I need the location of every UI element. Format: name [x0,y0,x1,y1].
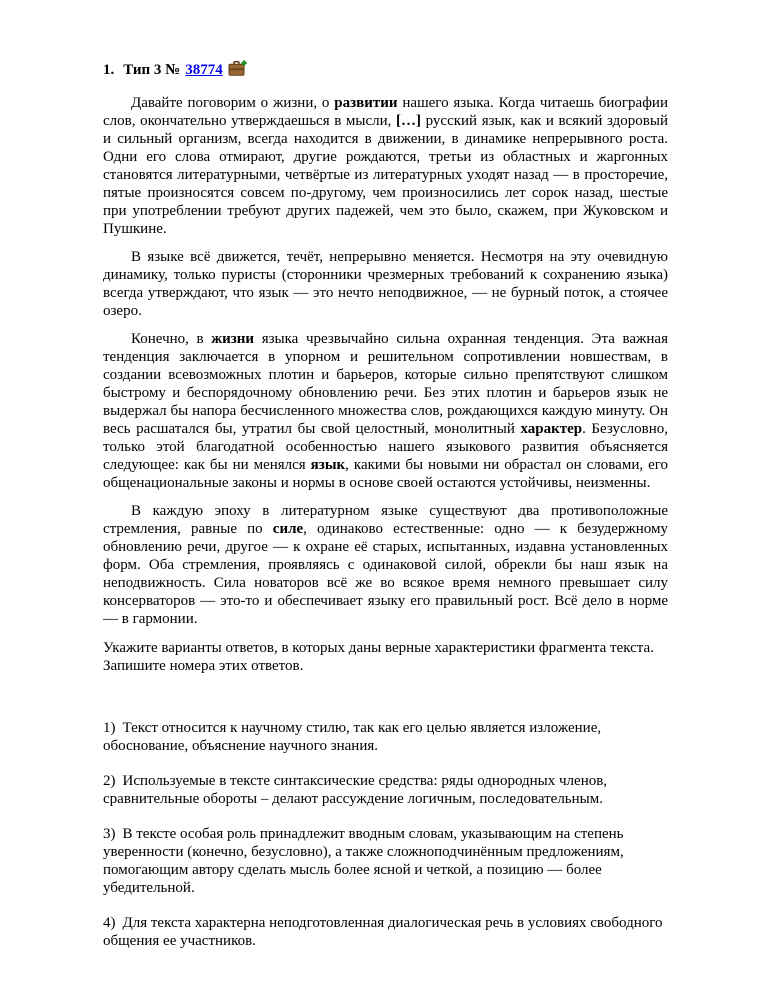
option-text: В тексте особая роль принадлежит вводным словам, указывающим на степень уверенности (конечно, безусловно), а также сложноподчинённым предложениям, помогающим автору сделать мысль более ясной и четкой, а позицию — более убедительной. [103,826,624,896]
text-segment: , какими бы новыми ни обрастал он словами, его общенациональные законы и нормы в основе своей остаются устойчивы, неизменны. [103,457,668,491]
text-segment: В языке всё движется, течёт, непрерывно меняется. Несмотря на эту очевидную динамику, только пуристы (сторонники чрезмерных требований к сохранению языка) всегда утверждают, что язык — это нечто неподвижное, — не бурный поток, а стоячее озеро. [103,249,668,319]
passage-paragraph [103,330,668,492]
text-segment: . Безусловно, только этой благодатной особенностью нашего языкового развития объясняется следующее: как бы ни менялся [103,421,668,473]
briefcase-add-icon[interactable] [228,60,247,77]
text-segment: нашего языка. Когда читаешь биографии слов, окончательно утверждаешься в мысли, [103,95,668,129]
text-segment-bold: силе [272,521,304,537]
answer-option-3 [103,825,668,897]
passage-paragraph [103,502,668,628]
option-text: Для текста характерна неподготовленная диалогическая речь в условиях свободного общения ее участников. [103,915,663,949]
option-number: 4) [103,915,116,931]
passage-paragraph [103,94,668,238]
passage-paragraph [103,248,668,320]
option-text: Используемые в тексте синтаксические средства: ряды однородных членов, сравнительные обороты – делают рассуждение логичным, последовательным. [103,773,608,807]
text-segment: русский язык, как и всякий здоровый и сильный организм, всегда находится в движении, в динамике непрерывного роста. Одни его слова отмирают, другие рождаются, третьи из областных и жаргонных становятся литературными, четвёртые из литературных уходят назад — в просторечие, пятые произносятся совсем по-другому, чем произносились лет сорок назад, шестые при употреблении требуют других падежей, чем это было, скажем, при Жуковском и Пушкине. [103,113,668,237]
text-segment: В каждую эпоху в литературном языке существуют два противоположные стремления, равные по [103,503,668,537]
task-number-link[interactable]: 38774 [185,62,223,78]
text-segment: , одинаково естественные: одно — к безудержному обновлению речи, другое — к охране её старых, испытанных, издавна установленных форм. Оба стремления, проявляясь с одинаковой силой, обрекли бы наш язык на неподвижность. Сила новаторов всё же во всякое время немного превышает силу консерваторов — это-то и обеспечивает языку его правильный рост. Всё дело в норме — в гармонии. [103,521,668,627]
text-segment: Конечно, в [131,331,212,347]
answer-option-4 [103,914,668,950]
text-segment-bold: характер [520,421,583,437]
text-segment-bold: жизни [211,331,255,347]
option-number: 1) [103,720,116,736]
text-segment-bold: […] [396,113,422,129]
text-segment-bold: язык [310,457,346,473]
option-number: 3) [103,826,116,842]
answer-options [103,719,668,950]
text-segment: Давайте поговорим о жизни, о [131,95,335,111]
task-header [103,60,668,79]
text-segment-bold: развитии [334,95,398,111]
text-segment: языка чрезвычайно сильна охранная тенденция. Эта важная тенденция заключается в упорном и решительном сопротивлении новшествам, в создании всевозможных плотин и барьеров, которые сильно препятствуют слишком быстрому и беспорядочному обновлению речи. Без этих плотин и барьеров язык не выдержал бы напора бесчисленного множества слов, рождающихся каждую минуту. Он весь расшатался бы, утратил бы свой целостный, монолитный [103,331,668,437]
answer-option-1 [103,719,668,755]
option-text: Текст относится к научному стилю, так как его целью является изложение, обоснование, объяснение научного знания. [103,720,602,754]
task-type-label: Тип 3 № [123,62,181,78]
option-number: 2) [103,773,116,789]
question-text: Укажите варианты ответов, в которых даны верные характеристики фрагмента текста. Запишите номера этих ответов. [103,640,654,674]
task-index: 1. [103,62,115,78]
answer-option-2 [103,772,668,808]
